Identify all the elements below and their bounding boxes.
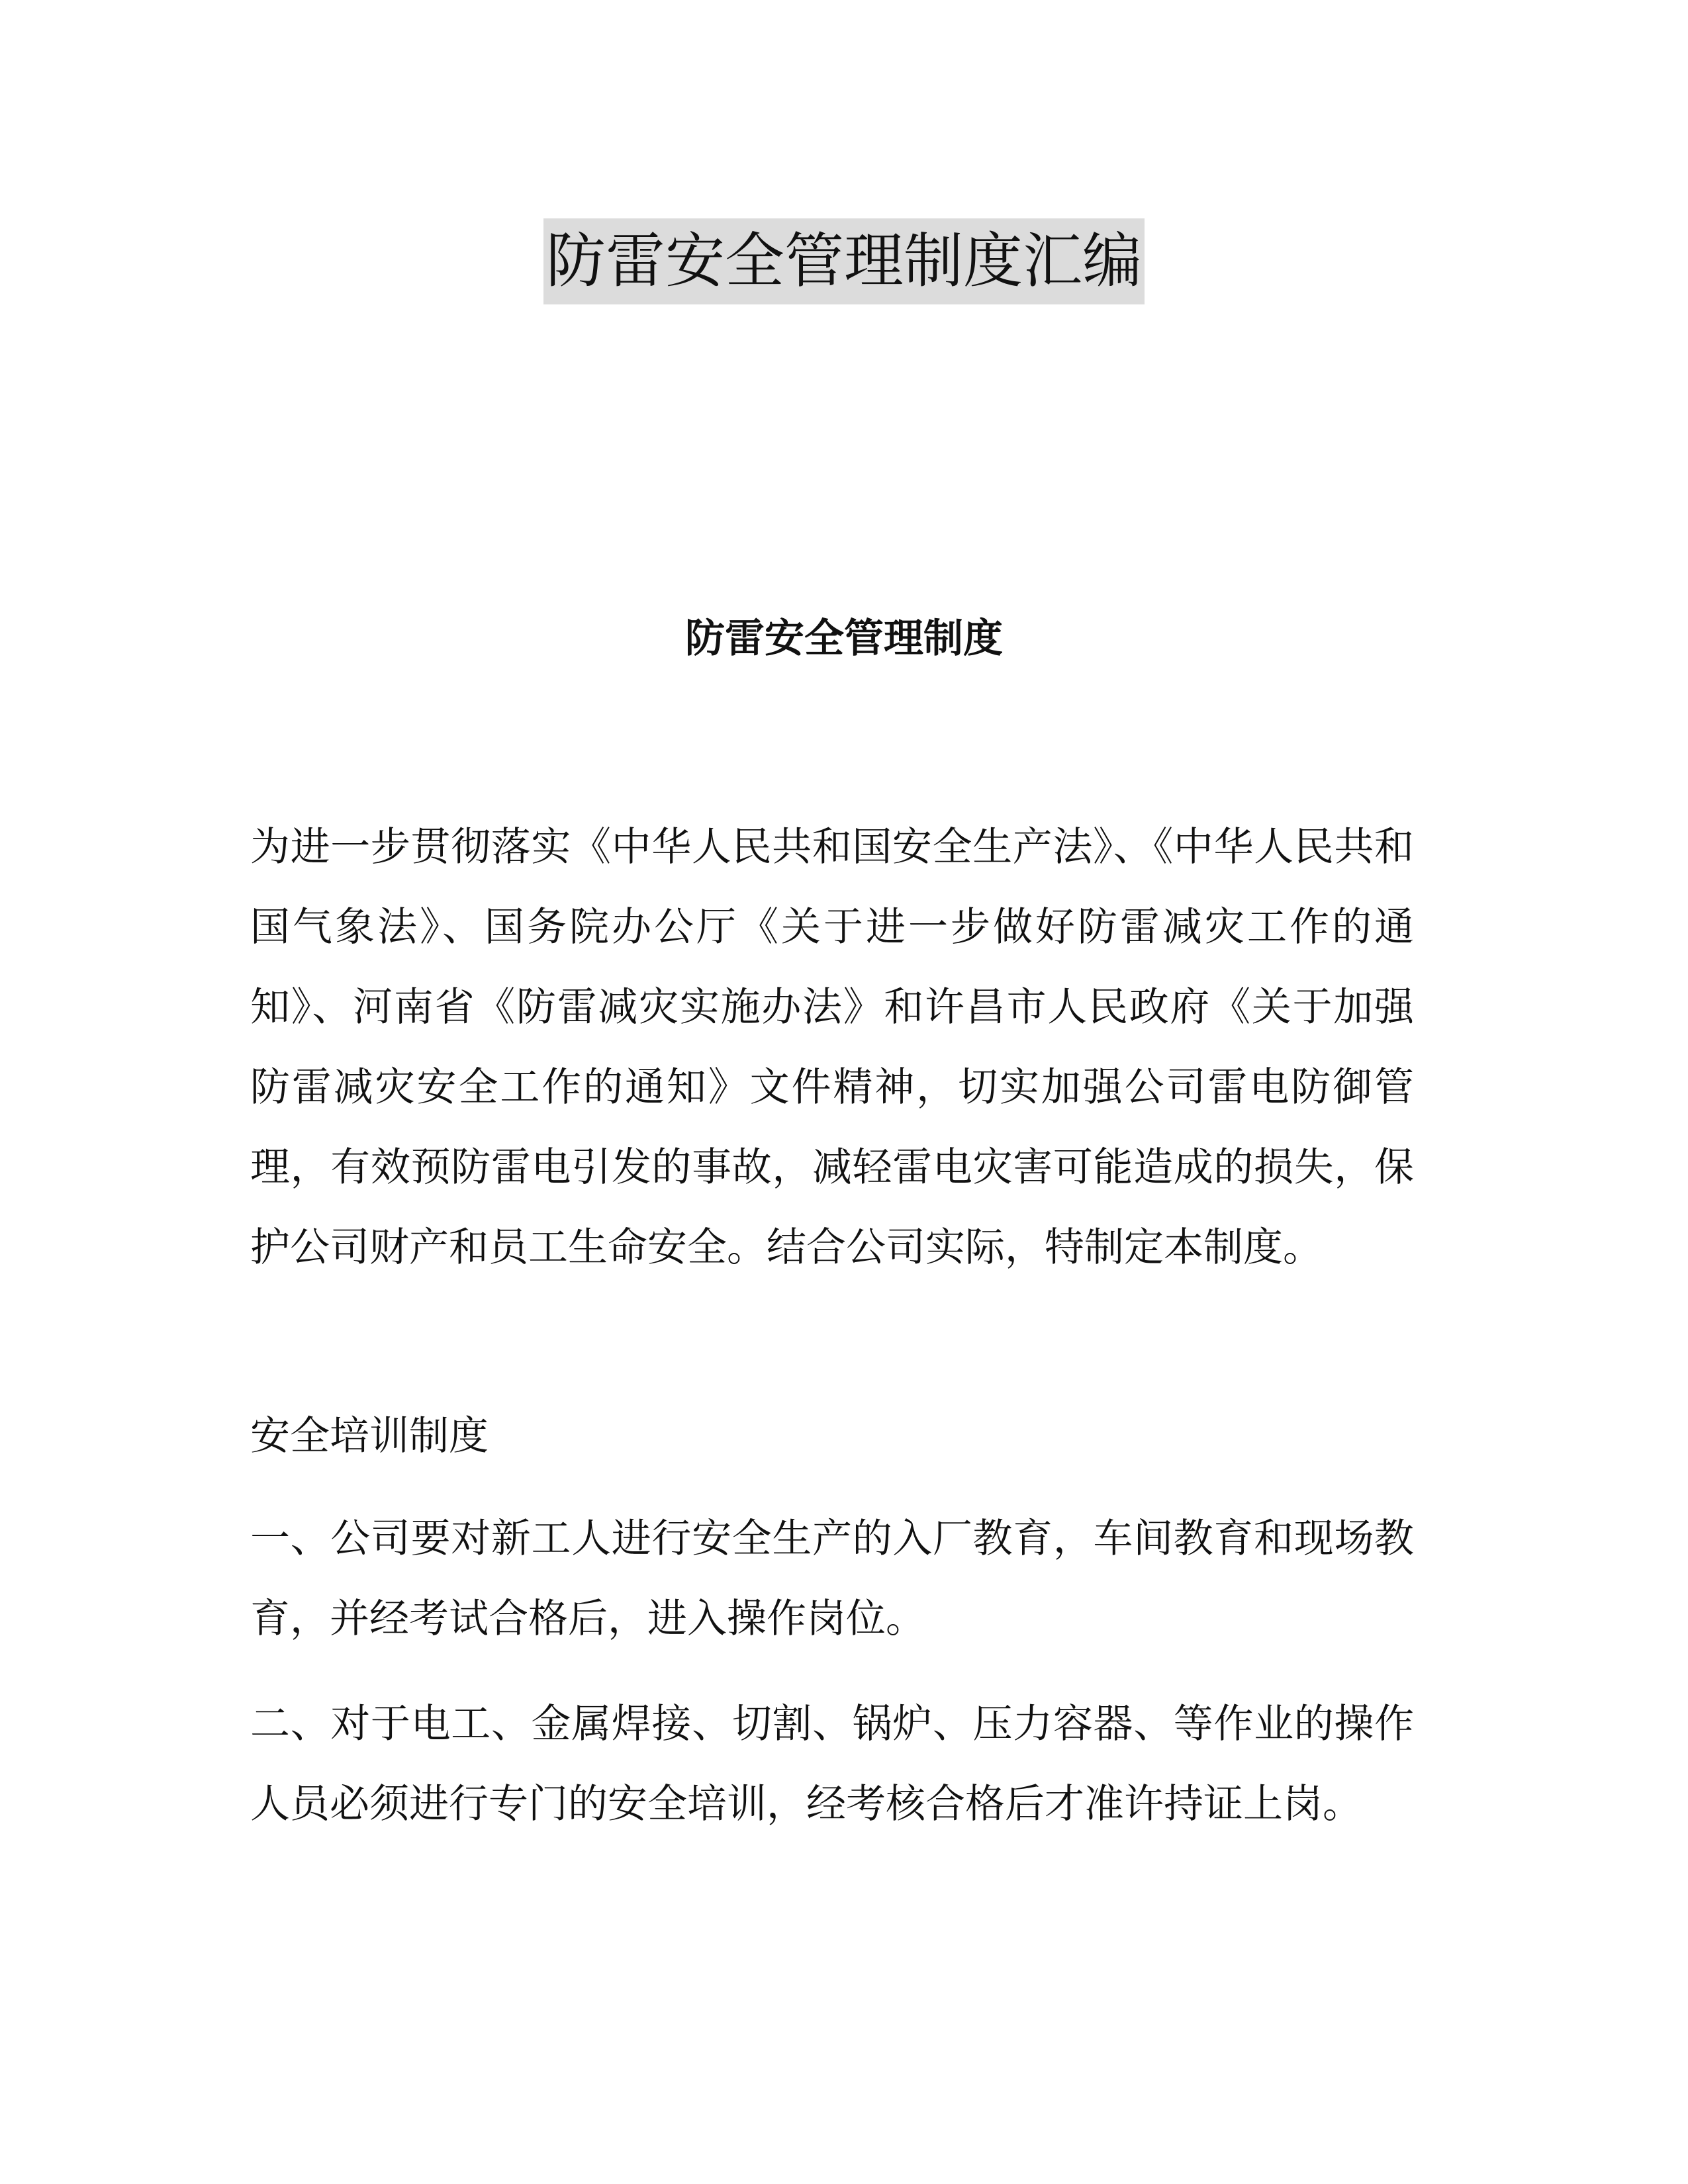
document-title-wrapper	[0, 218, 1688, 304]
list-item: 二、对于电工、金属焊接、切割、锅炉、压力容器、等作业的操作人员必须进行专门的安全培训，经考核合格后才准许持证上岗。	[250, 1701, 1414, 1827]
document-title: 防雷安全管理制度汇编	[543, 218, 1145, 304]
section-title: 防雷安全管理制度	[685, 615, 1003, 662]
list-item: 一、公司要对新工人进行安全生产的入厂教育，车间教育和现场教育，并经考试合格后，进入操作岗位。	[250, 1516, 1414, 1642]
intro-paragraph: 为进一步贯彻落实《中华人民共和国安全生产法》、《中华人民共和国气象法》、国务院办公厅《关于进一步做好防雷减灾工作的通知》、河南省《防雷减灾实施办法》和许昌市人民政府《关于加强防雷减灾安全工作的通知》文件精神，切实加强公司雷电防御管理，有效预防雷电引发的事故，减轻雷电灾害可能造成的损失，保护公司财产和员工生命安全。结合公司实际，特制定本制度。	[250, 824, 1414, 1271]
training-heading: 安全培训制度	[250, 1413, 489, 1459]
